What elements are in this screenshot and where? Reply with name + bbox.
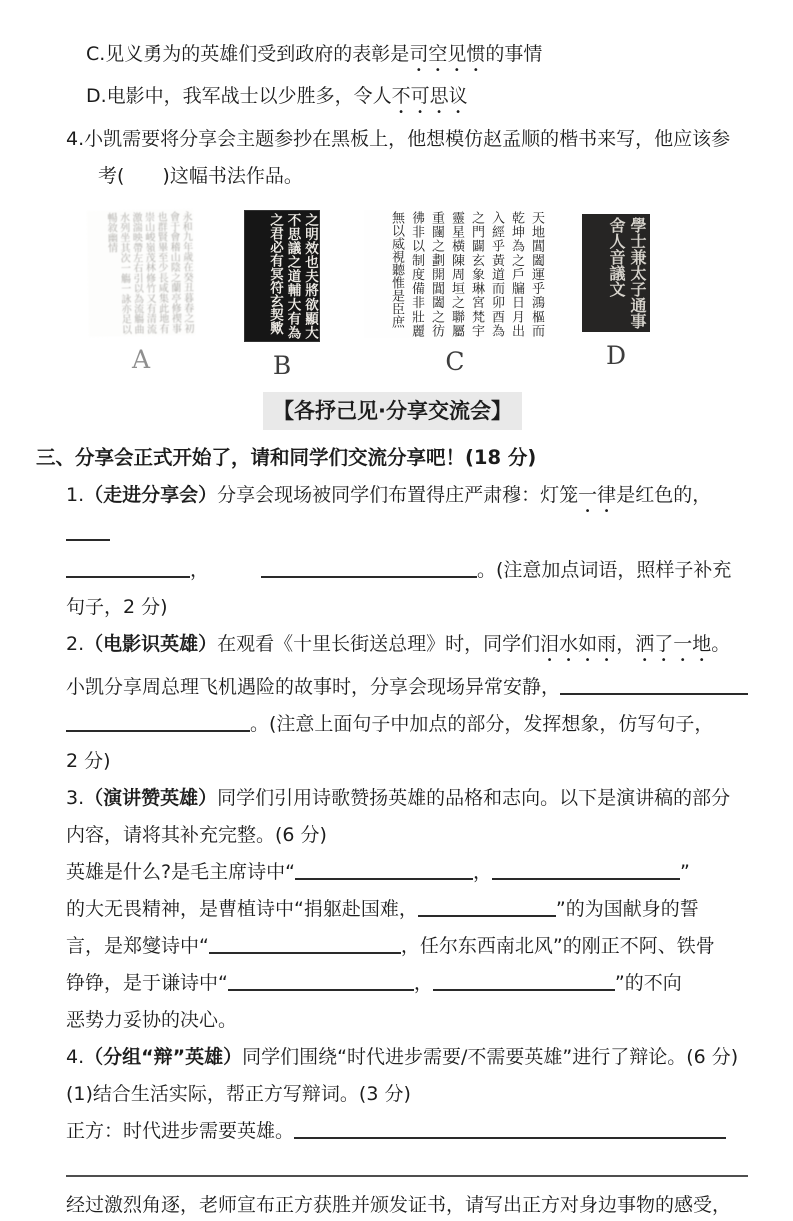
calligraphy-option-b — [244, 210, 320, 382]
q2-line2 — [66, 671, 749, 703]
q2-line3 — [66, 708, 749, 740]
q2-comma: ， — [616, 633, 636, 655]
q3-blank-2 — [492, 862, 680, 880]
q4-line2: (1)结合生活实际，帮正方写辩词。(3 分) — [66, 1083, 411, 1105]
q3-blank-5 — [228, 973, 414, 991]
option-c — [86, 38, 749, 76]
calligraphy-image-c: 天地閶闔運乎鴻樞而乾坤為之戶牖日月出入經乎黃道而卯酉為之門闢玄象琳宮梵宇靈星橫陳周垣之聯屬重闥之劃開閶闔之彷彿非以制度備非壯麗無以威視聽惟是臣庶 — [364, 210, 546, 338]
q4-line3 — [66, 1115, 749, 1147]
section-header: 【各抒己见·分享交流会】 — [263, 392, 522, 430]
q3-number: 3. — [66, 787, 85, 809]
q1-pre: 分享会现场被同学们布置得庄严肃穆：灯笼 — [217, 484, 579, 506]
option-d-emphasized: 不可思议 — [391, 85, 468, 107]
q4-number: 4. — [66, 1046, 85, 1068]
q2-number: 2. — [66, 633, 85, 655]
q4-line3-text: 正方：时代进步需要英雄。 — [66, 1120, 295, 1142]
q3-line4-pre: 的大无畏精神，是曹植诗中“捐躯赴国难， — [66, 898, 418, 920]
q3-line2: 内容，请将其补充完整。(6 分) — [66, 824, 327, 846]
calligraphy-option-a — [88, 210, 194, 376]
q3-line1 — [66, 782, 749, 814]
q1-blank-1 — [66, 523, 110, 541]
q1-number: 1. — [66, 484, 85, 506]
section-three-title: 三、分享会正式开始了，请和同学们交流分享吧！(18 分) — [36, 446, 537, 469]
calligraphy-image-d: 學士兼太子通事舍人音議文 — [582, 214, 650, 332]
q3-blank-4 — [209, 936, 401, 954]
calligraphy-label-d: D — [605, 341, 627, 370]
calligraphy-options-row — [88, 210, 749, 380]
calligraphy-label-c: C — [445, 347, 465, 376]
q1-comma: ， — [190, 559, 210, 581]
q3-line4 — [66, 893, 749, 925]
q4-line1-text: 同学们围绕“时代进步需要/不需要英雄”进行了辩论。(6 分) — [242, 1046, 739, 1068]
q3-line4-post: ”的为国献身的誓 — [555, 898, 699, 920]
question4-top-line1: 4.小凯需要将分享会主题参抄在黑板上，他想模仿赵孟顺的楷书来写，他应该参 — [66, 128, 731, 150]
q2-emphasized-1: 泪水如雨 — [540, 633, 617, 655]
q1-tag: （走进分享会） — [84, 484, 218, 506]
q3-line6-pre: 铮铮，是于谦诗中“ — [66, 972, 228, 994]
q4-blank-1 — [294, 1121, 726, 1139]
q3-line3-close: ” — [679, 861, 690, 883]
q2-line2-text: 小凯分享周总理飞机遇险的故事时，分享会现场异常安静， — [66, 676, 561, 698]
option-d — [86, 80, 749, 118]
calligraphy-label-b: B — [272, 351, 292, 380]
q3-line6-post: ”的不向 — [614, 972, 682, 994]
question4-top-line2: 考( )这幅书法作品。 — [98, 165, 303, 187]
q3-line1-text: 同学们引用诗歌赞扬英雄的品格和志向。以下是演讲稿的部分 — [217, 787, 731, 809]
calligraphy-option-d — [582, 210, 650, 372]
q1-emphasized: 一律 — [578, 484, 617, 506]
q3-line5-post: ，任尔东西南北风”的刚正不阿、铁骨 — [400, 935, 715, 957]
q3-line5-pre: 言，是郑燮诗中“ — [66, 935, 209, 957]
q4-line1 — [66, 1041, 749, 1073]
q3-blank-3 — [418, 899, 556, 917]
q1-blank-3 — [261, 560, 477, 578]
calligraphy-image-a: 永和九年歲在癸丑暮春之初會于會稽山陰之蘭亭修禊事也群賢畢至少長咸集此地有崇山峻嶺茂林修竹又有清流激湍映帶左右引以為流觴曲水列坐其次一觴一詠亦足以暢敘幽情 — [87, 209, 195, 337]
q1-mid: 是红色的， — [616, 484, 712, 506]
q3-blank-1 — [295, 862, 473, 880]
option-c-post: 的事情 — [485, 43, 543, 65]
q2-blank-2 — [66, 714, 250, 732]
option-c-pre: C.见义勇为的英雄们受到政府的表彰是 — [86, 43, 410, 65]
q3-line6 — [66, 967, 749, 999]
q3-line5 — [66, 930, 749, 962]
q2-pre: 在观看《十里长街送总理》时，同学们 — [217, 633, 541, 655]
q2-emphasized-2: 洒了一地 — [635, 633, 712, 655]
q2-note: 。(注意上面句子中加点的部分，发挥想象，仿写句子， — [250, 713, 714, 735]
q2-blank-1 — [560, 677, 748, 695]
q3-blank-6 — [433, 973, 615, 991]
q1-blank-2 — [66, 560, 190, 578]
q1-note: 。(注意加点词语，照样子补充 — [477, 559, 732, 581]
calligraphy-label-a: A — [131, 345, 151, 374]
q4-tag: （分组“辩”英雄） — [84, 1046, 243, 1068]
q2-line4: 2 分) — [66, 750, 111, 772]
option-d-pre: D.电影中，我军战士以少胜多，令人 — [86, 85, 392, 107]
q3-tag: （演讲赞英雄） — [84, 787, 218, 809]
q2-tag: （电影识英雄） — [84, 633, 218, 655]
q3-line3 — [66, 856, 749, 888]
q2-period: 。 — [711, 633, 731, 655]
q3-line7: 恶势力妥协的决心。 — [66, 1009, 238, 1031]
q3-line3-comma: ， — [472, 861, 492, 883]
section-header-wrap — [36, 392, 749, 430]
option-c-emphasized: 司空见惯 — [409, 43, 486, 65]
q1-line1 — [66, 479, 749, 549]
calligraphy-image-b: 之明效也夫將欲顯大不思議之道輔大有為之君必有冥符玄契歟 — [244, 210, 320, 342]
q1-line2 — [66, 554, 749, 586]
q3-line6-comma: ， — [413, 972, 433, 994]
calligraphy-option-c — [364, 210, 546, 378]
answer-rule-line — [66, 1175, 748, 1177]
q2-line1 — [66, 628, 749, 666]
footer-instruction: 经过激烈角逐，老师宣布正方获胜并颁发证书，请写出正方对身边事物的感受， — [66, 1194, 732, 1216]
q1-line3: 句子，2 分) — [66, 596, 168, 618]
q3-line3-pre: 英雄是什么?是毛主席诗中“ — [66, 861, 295, 883]
